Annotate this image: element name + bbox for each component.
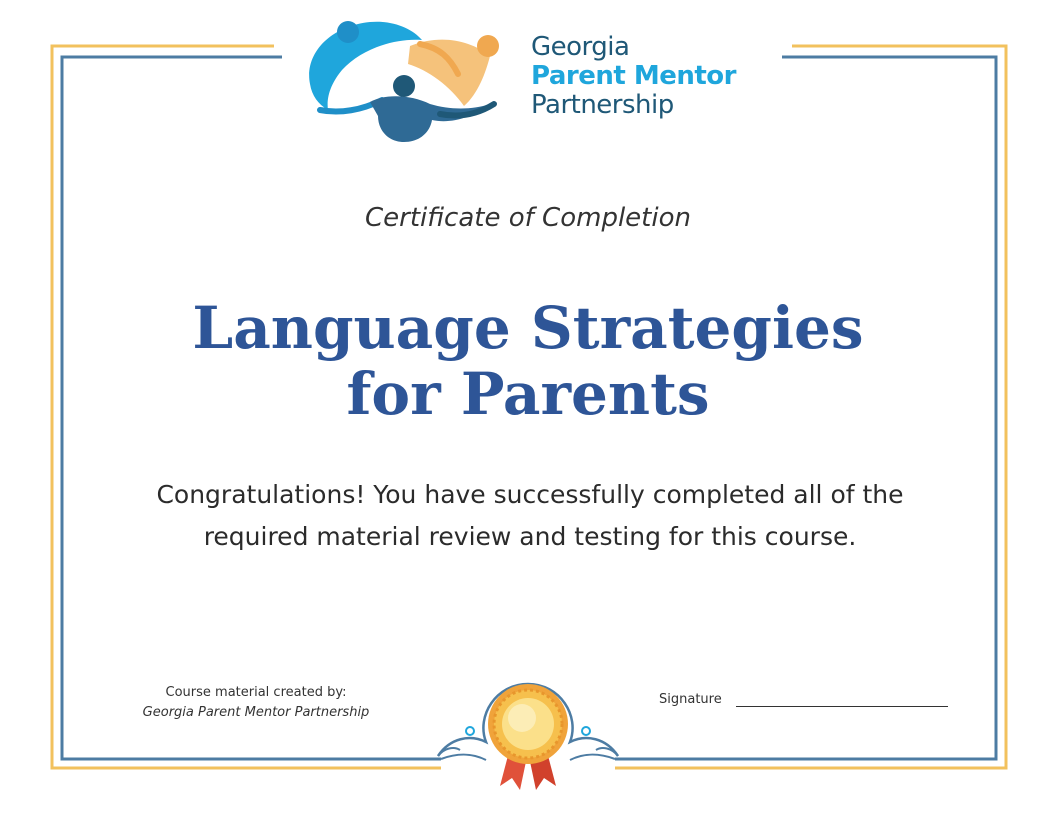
course-credit xyxy=(112,683,400,723)
credit-organization: Georgia Parent Mentor Partnership xyxy=(142,705,370,720)
signature-label: Signature xyxy=(659,692,722,707)
course-title xyxy=(0,295,1056,427)
award-seal-icon xyxy=(430,656,626,794)
signature-line xyxy=(736,692,948,707)
congratulations-message xyxy=(0,474,1056,558)
people-circle-logo-icon xyxy=(300,14,512,146)
message-line-2: required material review and testing for this course. xyxy=(203,522,857,551)
signature-block xyxy=(659,692,948,707)
certificate-subtitle: Certificate of Completion xyxy=(365,203,691,233)
course-title-line-2: for Parents xyxy=(346,360,710,428)
credit-label: Course material created by: xyxy=(165,685,347,700)
logo-line-georgia: Georgia xyxy=(531,32,630,62)
logo-wordmark xyxy=(531,33,736,120)
message-line-1: Congratulations! You have successfully completed all of the xyxy=(156,480,904,509)
logo-line-parent-mentor: Parent Mentor xyxy=(531,61,736,91)
logo-line-partnership: Partnership xyxy=(531,90,674,120)
course-title-line-1: Language Strategies xyxy=(192,294,864,362)
